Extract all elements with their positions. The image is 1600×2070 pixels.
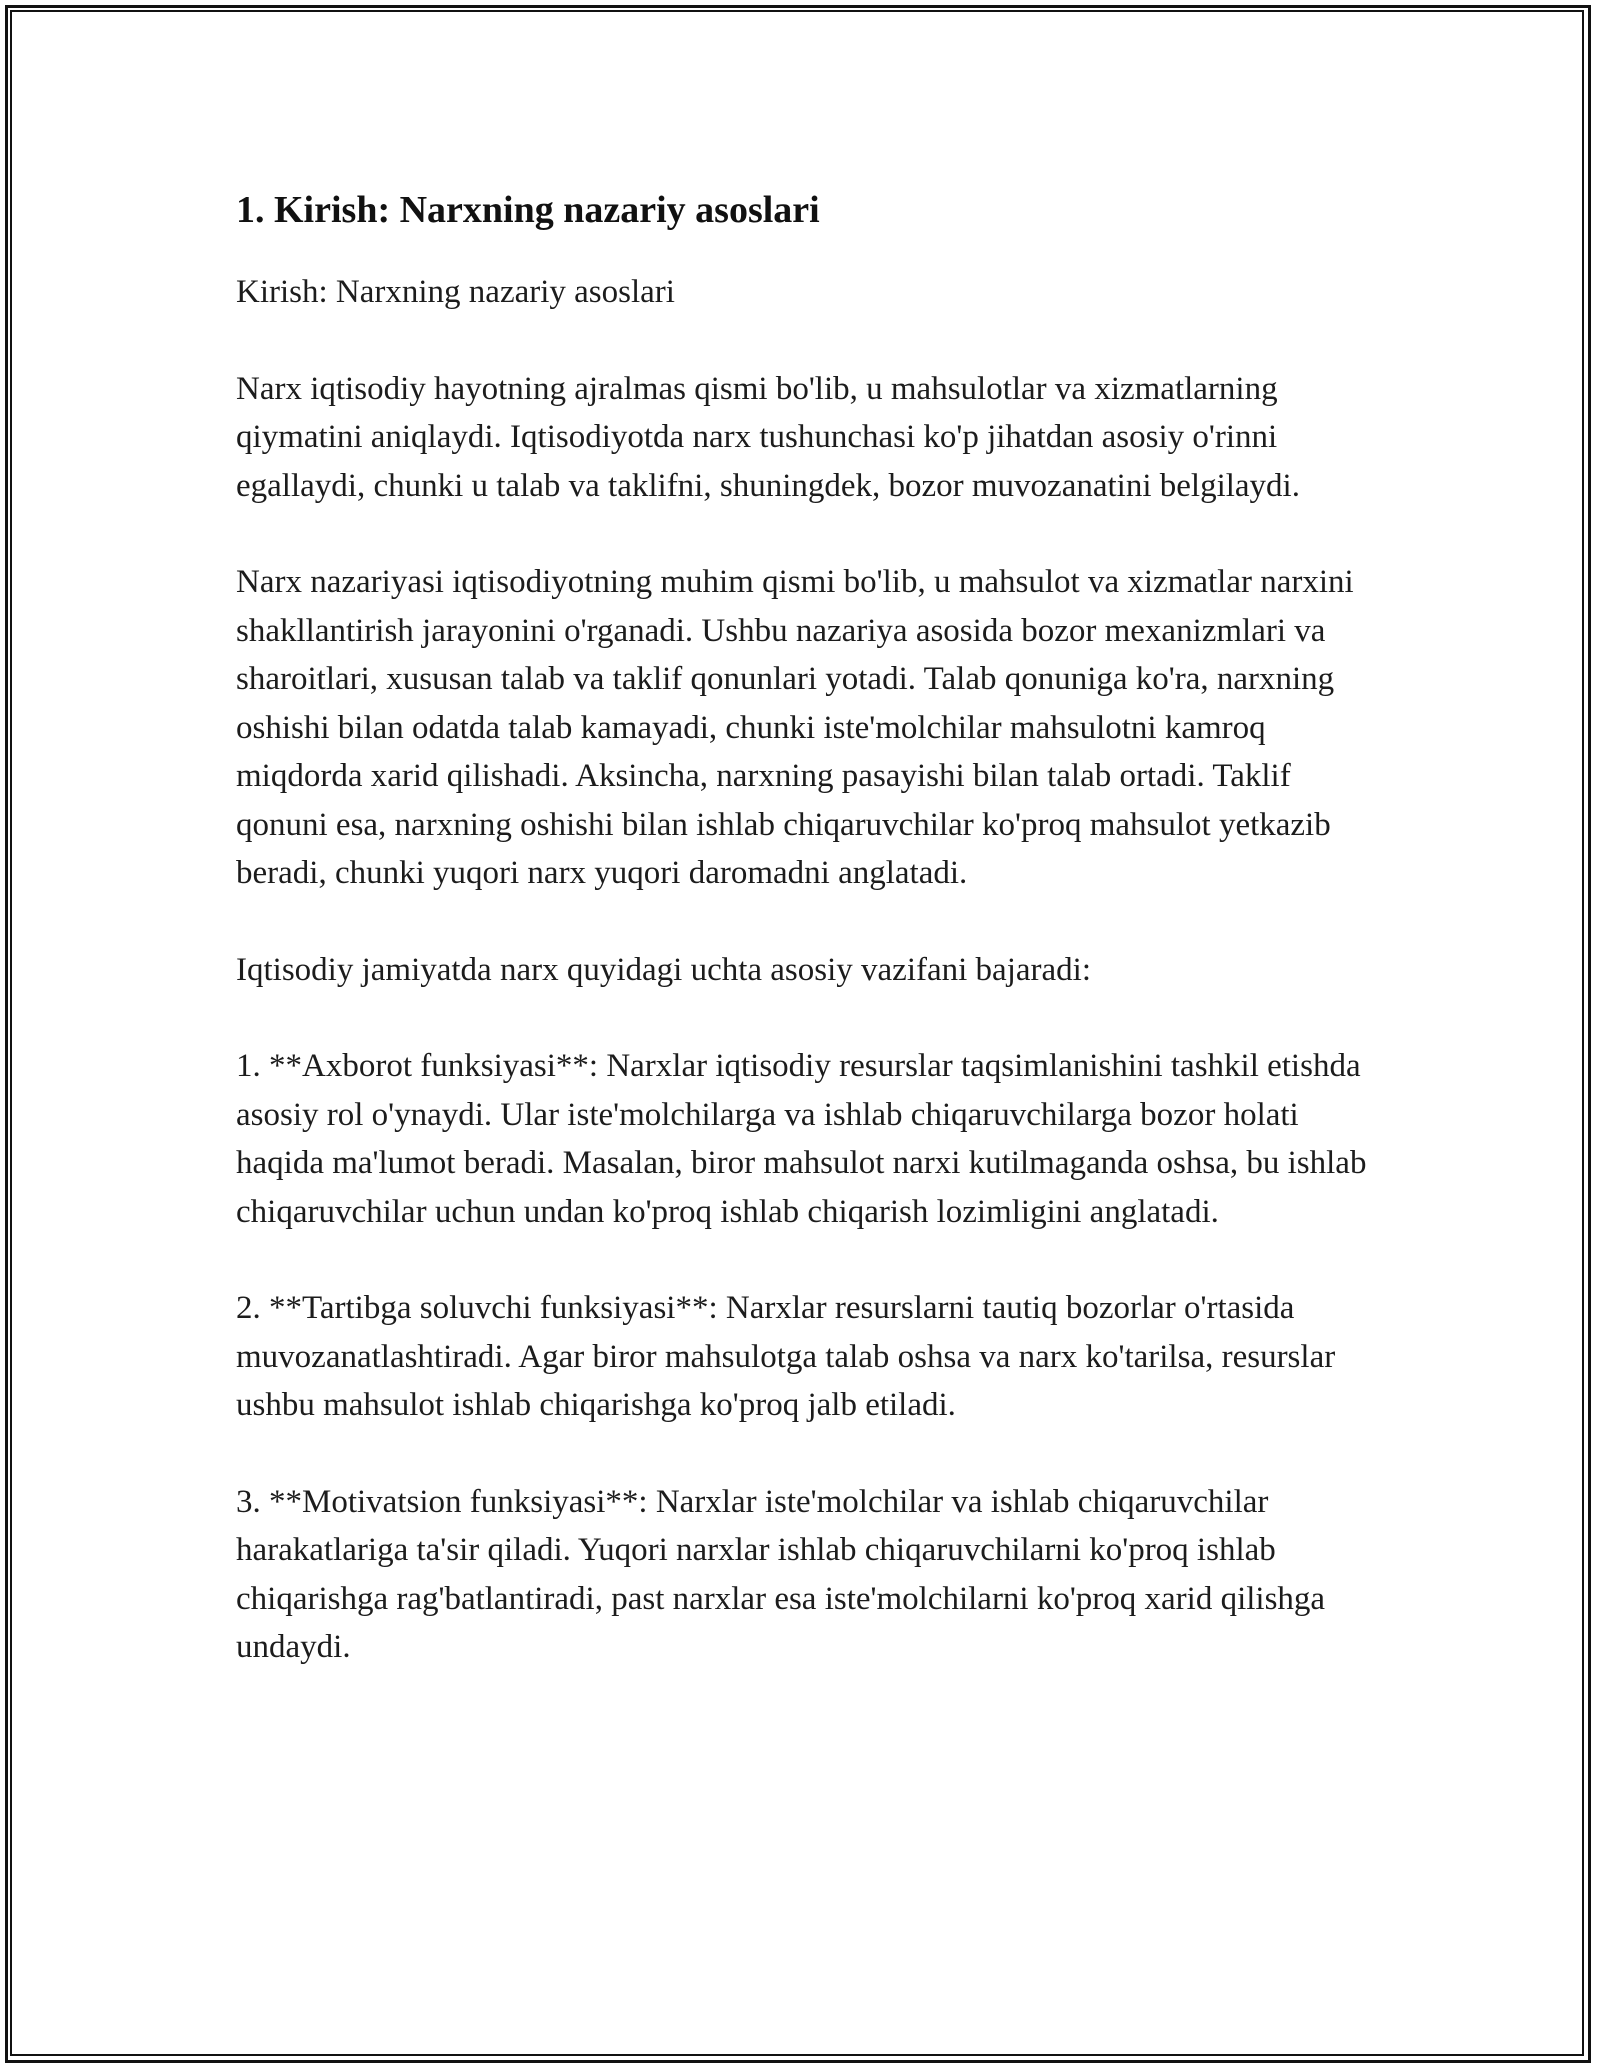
list-item-motivational-function: 3. **Motivatsion funksiyasi**: Narxlar iste'molchilar va ishlab chiqaruvchilar harakatlariga ta'sir qiladi. Yuqori narxlar ishlab chiqaruvchilarni ko'proq ishlab chiqarishga rag'batlantiradi, past narxlar esa iste'molchilarni ko'proq xarid qilishga undaydi. <box>236 1483 1326 1665</box>
paragraph-price-theory: Narx nazariyasi iqtisodiyotning muhim qismi bo'lib, u mahsulot va xizmatlar narxini shakllantirish jarayonini o'rganadi. Ushbu nazariya asosida bozor mexanizmlari va sharoitlari, xususan talab va taklif qonunlari yotadi. Talab qonuniga ko'ra, narxning oshishi bilan odatda talab kamayadi, chunki iste'molchilar mahsulotni kamroq miqdorda xarid qilishadi. Aksincha, narxning pasayishi bilan talab ortadi. Taklif qonuni esa, narxning oshishi bilan ishlab chiqaruvchilar ko'proq mahsulot yetkazib beradi, chunki yuqori narx yuqori daromadni anglatadi. <box>236 564 1354 891</box>
intro-subtitle: Kirish: Narxning nazariy asoslari <box>236 274 675 310</box>
section-heading: 1. Kirish: Narxning nazariy asoslari <box>236 189 820 231</box>
paragraph-price-definition: Narx iqtisodiy hayotning ajralmas qismi bo'lib, u mahsulotlar va xizmatlarning qiymatini aniqlaydi. Iqtisodiyotda narx tushunchasi ko'p jihatdan asosiy o'rinni egallaydi, chunki u talab va taklifni, shuningdek, bozor muvozanatini belgilaydi. <box>236 370 1300 504</box>
paragraph-functions-intro: Iqtisodiy jamiyatda narx quyidagi uchta asosiy vazifani bajaradi: <box>236 951 1091 988</box>
list-item-regulating-function: 2. **Tartibga soluvchi funksiyasi**: Narxlar resurslarni tautiq bozorlar o'rtasida muvozanatlashtiradi. Agar biror mahsulotga talab oshsa va narx ko'tarilsa, resurslar ushbu mahsulot ishlab chiqarishga ko'proq jalb etiladi. <box>236 1290 1336 1423</box>
document-page <box>236 186 1376 1720</box>
list-item-information-function: 1. **Axborot funksiyasi**: Narxlar iqtisodiy resurslar taqsimlanishini tashkil etishda asosiy rol o'ynaydi. Ular iste'molchilarga va ishlab chiqaruvchilarga bozor holati haqida ma'lumot beradi. Masalan, biror mahsulot narxi kutilmaganda oshsa, bu ishlab chiqaruvchilar uchun undan ko'proq ishlab chiqarish lozimligini anglatadi. <box>236 1048 1367 1230</box>
